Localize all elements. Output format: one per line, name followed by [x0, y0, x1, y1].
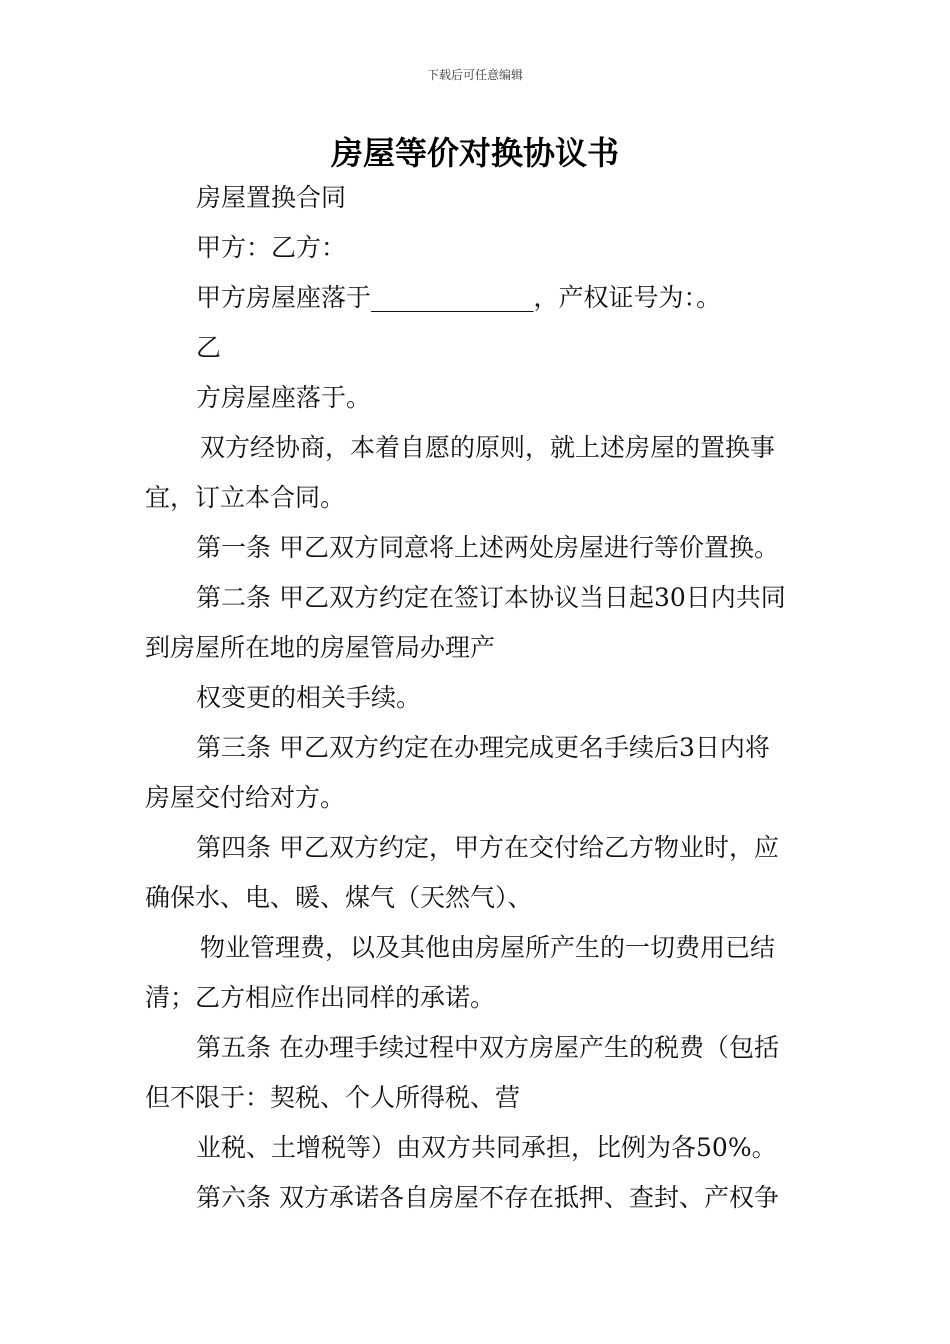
doc-line: 第四条 甲乙双方约定，甲方在交付给乙方物业时，应 [196, 833, 779, 862]
doc-line: 到房屋所在地的房屋管局办理产 [145, 633, 496, 662]
doc-line: 房屋交付给对方。 [145, 783, 346, 812]
page-header-note: 下载后可任意编辑 [426, 68, 523, 82]
doc-line: 方房屋座落于。 [196, 383, 372, 412]
doc-line: 但不限于：契税、个人所得税、营 [145, 1083, 521, 1112]
doc-line: 房屋置换合同 [196, 183, 347, 212]
doc-line: 第二条 甲乙双方约定在签订本协议当日起30日内共同 [196, 583, 786, 612]
doc-line: 清；乙方相应作出同样的承诺。 [145, 983, 496, 1012]
doc-line: 宜，订立本合同。 [145, 483, 346, 512]
doc-line: 甲方：乙方： [196, 233, 347, 262]
doc-line: 第一条 甲乙双方同意将上述两处房屋进行等价置换。 [196, 533, 779, 562]
doc-line: 第三条 甲乙双方约定在办理完成更名手续后3日内将 [196, 733, 770, 762]
doc-line: 甲方房屋座落于_____________，产权证号为：。 [196, 283, 722, 312]
doc-line: 第五条 在办理手续过程中双方房屋产生的税费（包括 [196, 1033, 779, 1062]
doc-line: 第六条 双方承诺各自房屋不存在抵押、查封、产权争 [196, 1183, 779, 1212]
doc-line: 确保水、电、暖、煤气（天然气）、 [145, 883, 533, 912]
document-title: 房屋等价对换协议书 [330, 134, 619, 172]
doc-line: 乙 [196, 333, 222, 362]
doc-line: 权变更的相关手续。 [196, 683, 422, 712]
doc-line: 双方经协商，本着自愿的原则，就上述房屋的置换事 [200, 433, 776, 462]
doc-line: 业税、土增税等）由双方共同承担，比例为各50%。 [196, 1133, 777, 1162]
doc-line: 物业管理费，以及其他由房屋所产生的一切费用已结 [200, 933, 776, 962]
